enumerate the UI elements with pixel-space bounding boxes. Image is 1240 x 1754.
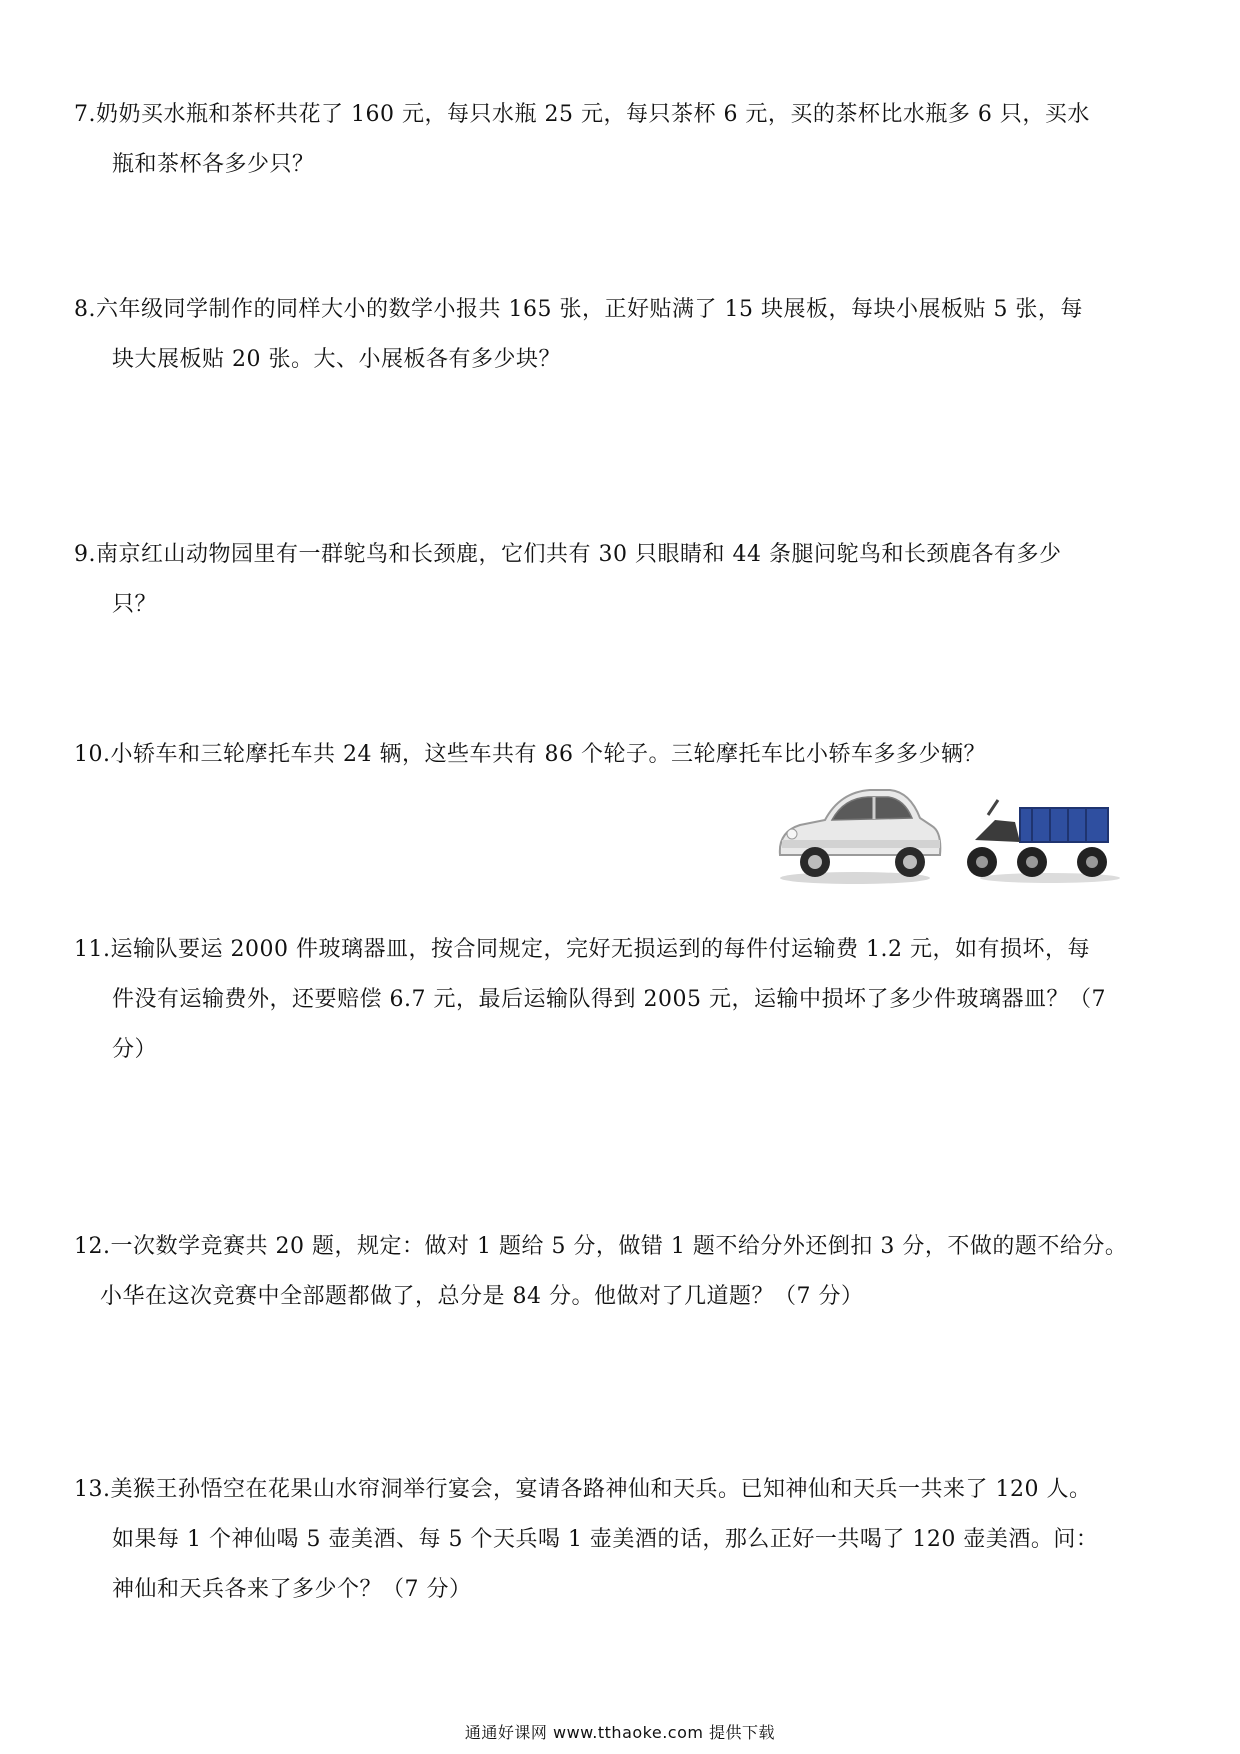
- question-8-line-2: 块大展板贴 20 张。大、小展板各有多少块？: [112, 347, 561, 372]
- question-10-line-1: 10.小轿车和三轮摩托车共 24 辆，这些车共有 86 个轮子。三轮摩托车比小轿车多多少辆？: [74, 742, 986, 767]
- car-icon: [780, 790, 941, 884]
- vehicles-illustration: [770, 770, 1130, 890]
- question-13-line-1: 13.美猴王孙悟空在花果山水帘洞举行宴会，宴请各路神仙和天兵。已知神仙和天兵一共来了 120 人。: [74, 1477, 1092, 1502]
- question-11-line-1: 11.运输队要运 2000 件玻璃器皿，按合同规定，完好无损运到的每件付运输费 1.2 元，如有损坏，每: [74, 937, 1090, 962]
- question-7-line-1: 7.奶奶买水瓶和茶杯共花了 160 元，每只水瓶 25 元，每只茶杯 6 元，买的茶杯比水瓶多 6 只，买水: [74, 102, 1090, 127]
- motor-tricycle-icon: [967, 800, 1120, 883]
- question-13-line-3: 神仙和天兵各来了多少个？（7 分）: [112, 1577, 472, 1602]
- question-12-line-2: 小华在这次竞赛中全部题都做了，总分是 84 分。他做对了几道题？（7 分）: [100, 1284, 864, 1309]
- question-11: [74, 925, 1174, 1075]
- question-9: [74, 530, 1174, 630]
- question-11-line-3: 分）: [112, 1037, 158, 1062]
- question-8-line-1: 8.六年级同学制作的同样大小的数学小报共 165 张，正好贴满了 15 块展板，每块小展板贴 5 张，每: [74, 297, 1083, 322]
- question-9-line-1: 9.南京红山动物园里有一群鸵鸟和长颈鹿，它们共有 30 只眼睛和 44 条腿问鸵鸟和长颈鹿各有多少: [74, 542, 1062, 567]
- question-7-line-2: 瓶和茶杯各多少只？: [112, 152, 315, 177]
- question-8: [74, 285, 1174, 385]
- question-13-line-2: 如果每 1 个神仙喝 5 壶美酒、每 5 个天兵喝 1 壶美酒的话，那么正好一共喝了 120 壶美酒。问：: [112, 1527, 1099, 1552]
- question-13: [74, 1465, 1174, 1615]
- question-12-line-1: 12.一次数学竞赛共 20 题，规定：做对 1 题给 5 分，做错 1 题不给分外还倒扣 3 分，不做的题不给分。: [74, 1234, 1128, 1259]
- question-9-line-2: 只？: [112, 592, 158, 617]
- question-7: [74, 90, 1174, 190]
- question-12: [74, 1222, 1174, 1322]
- footer-credit: 通通好课网 www.tthaoke.com 提供下载: [464, 1723, 776, 1742]
- question-11-line-2: 件没有运输费外，还要赔偿 6.7 元，最后运输队得到 2005 元，运输中损坏了多少件玻璃器皿？（7: [112, 987, 1106, 1012]
